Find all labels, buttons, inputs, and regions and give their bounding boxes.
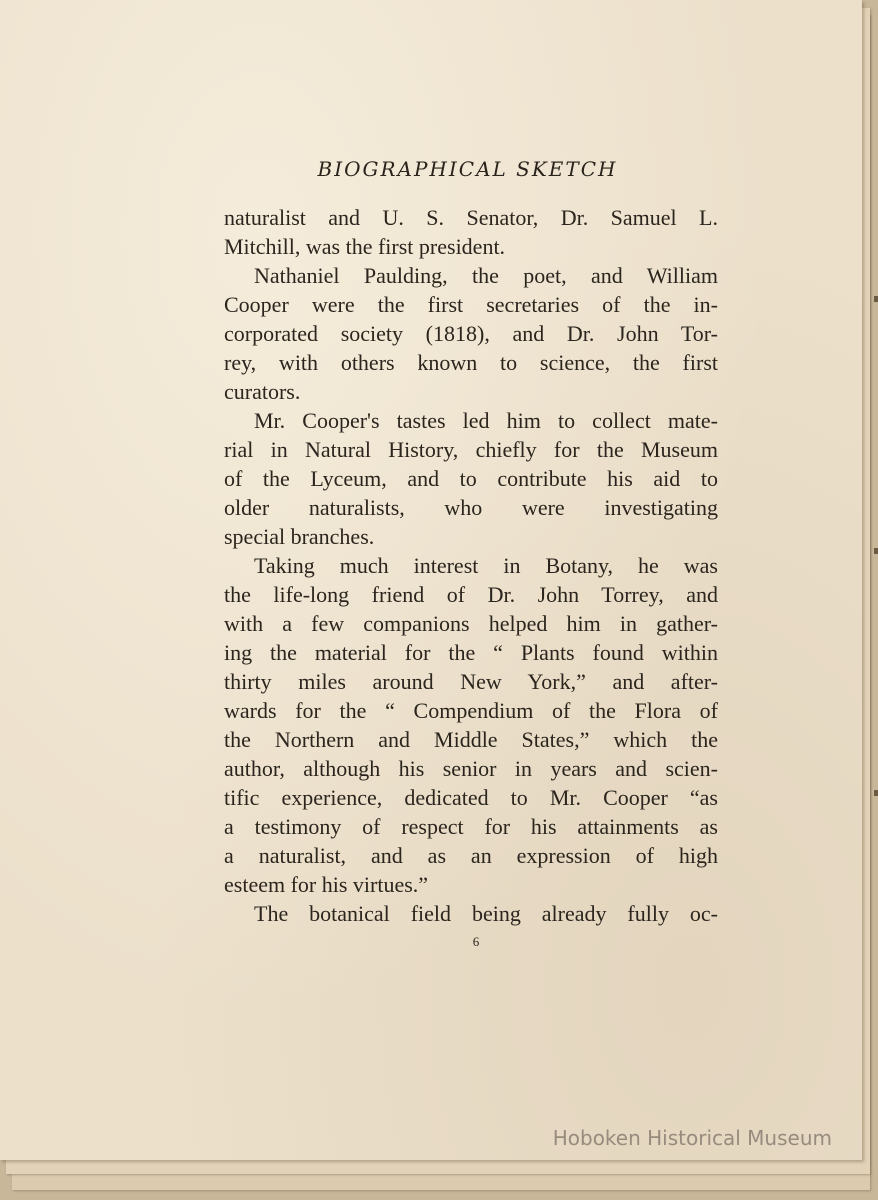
text-line: the Northern and Middle States,” which the [224, 727, 718, 752]
text-line: a naturalist, and as an expression of high [224, 843, 718, 868]
text-line: wards for the “ Compendium of the Flora of [224, 698, 718, 723]
body-text [224, 203, 718, 928]
text-line: ing the material for the “ Plants found within [224, 640, 718, 665]
text-line: older naturalists, who were investigating [224, 495, 718, 520]
text-line: Cooper were the first secretaries of the in- [224, 292, 718, 317]
text-line: Mr. Cooper's tastes led him to collect mate- [254, 408, 718, 433]
text-line: Mitchill, was the first president. [224, 234, 506, 259]
text-line: thirty miles around New York,” and after- [224, 669, 718, 694]
page-edge-mark [874, 548, 878, 554]
text-line: Nathaniel Paulding, the poet, and William [254, 263, 718, 288]
text-line: with a few companions helped him in gather- [224, 611, 718, 636]
text-line: author, although his senior in years and scien- [224, 756, 718, 781]
text-line: corporated society (1818), and Dr. John Tor- [224, 321, 718, 346]
page-edge-mark [874, 790, 878, 796]
page-number: 6 [472, 934, 480, 949]
text-line: esteem for his virtues.” [224, 872, 429, 897]
text-line: naturalist and U. S. Senator, Dr. Samuel L. [224, 205, 718, 230]
text-line: curators. [224, 379, 301, 404]
text-line: a testimony of respect for his attainments as [224, 814, 718, 839]
text-line: the life-long friend of Dr. John Torrey, and [224, 582, 718, 607]
running-head: BIOGRAPHICAL SKETCH [317, 157, 618, 181]
text-line: rial in Natural History, chiefly for the Museum [224, 437, 718, 462]
text-line: of the Lyceum, and to contribute his aid to [224, 466, 718, 491]
text-line: The botanical field being already fully oc- [254, 901, 718, 926]
text-line: rey, with others known to science, the first [224, 350, 718, 375]
text-line: Taking much interest in Botany, he was [254, 553, 718, 578]
watermark: Hoboken Historical Museum [552, 1126, 832, 1150]
page-edge-mark [874, 296, 878, 302]
text-line: tific experience, dedicated to Mr. Cooper “as [224, 785, 718, 810]
text-line: special branches. [224, 524, 375, 549]
